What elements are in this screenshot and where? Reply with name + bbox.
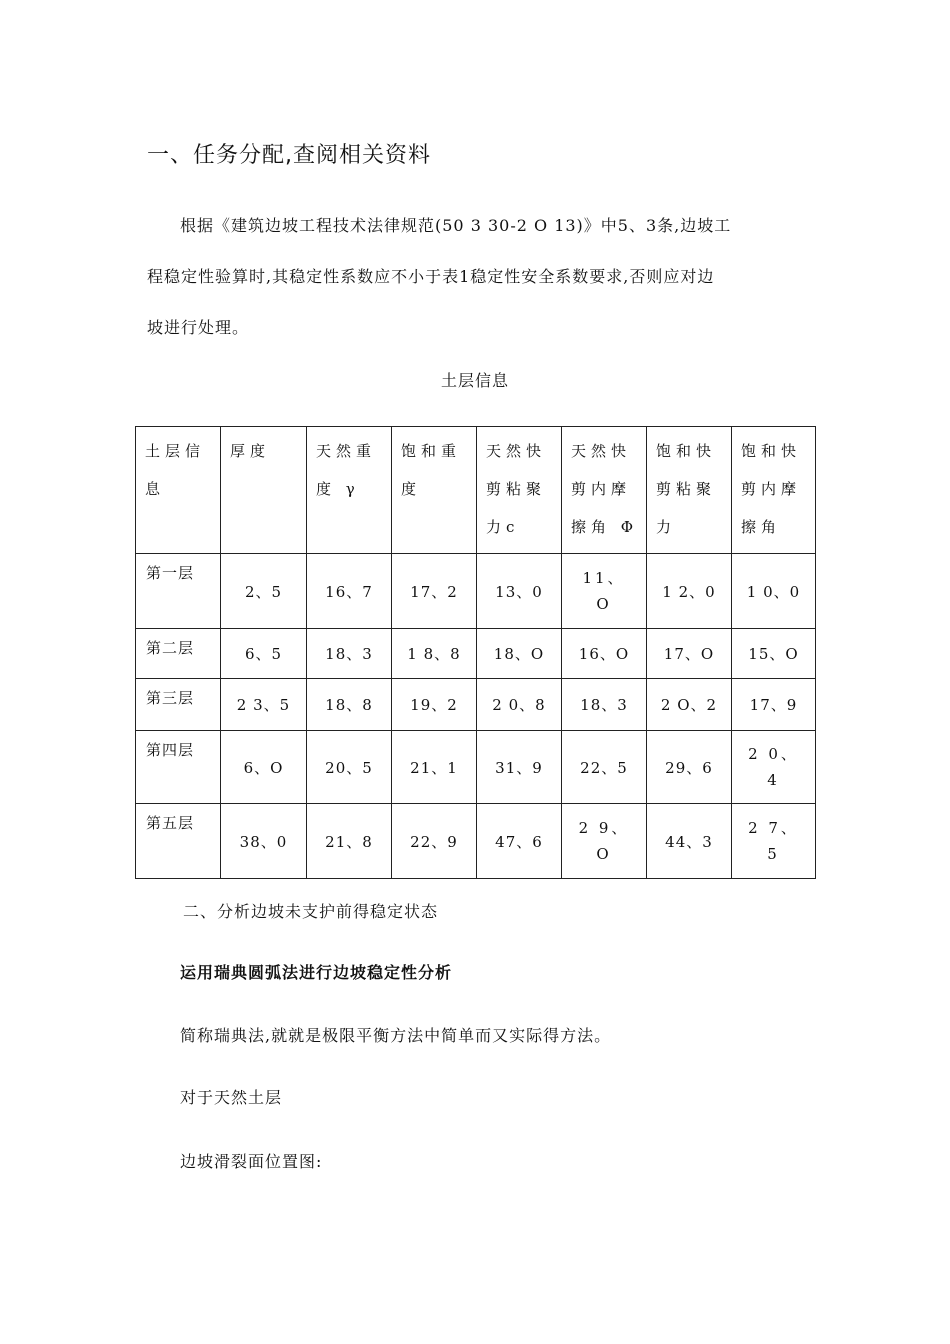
table-cell: 2 O、2 xyxy=(647,679,732,731)
header-cell: 土层信息 xyxy=(136,427,221,554)
table-cell: 1 0、0 xyxy=(732,554,816,629)
table-cell: 1 8、8 xyxy=(392,629,477,679)
soil-layer-table xyxy=(135,426,816,879)
table-cell: 21、1 xyxy=(392,731,477,804)
row-label: 第一层 xyxy=(136,554,221,629)
table-cell: 2 0、8 xyxy=(477,679,562,731)
method-description: 简称瑞典法,就就是极限平衡方法中简单而又实际得方法。 xyxy=(180,1026,612,1045)
table-cell: 11、O xyxy=(562,554,647,629)
table-row xyxy=(136,804,816,879)
table-cell: 2 0、4 xyxy=(732,731,816,804)
paragraph-line-1: 根据《建筑边坡工程技术法律规范(50 3 30-2 O 13)》中5、3条,边坡工 xyxy=(180,216,732,235)
table-row xyxy=(136,629,816,679)
table-title: 土层信息 xyxy=(440,371,509,390)
table-cell: 38、0 xyxy=(221,804,307,879)
table-cell: 20、5 xyxy=(307,731,392,804)
table-cell: 17、9 xyxy=(732,679,816,731)
table-cell: 15、O xyxy=(732,629,816,679)
intro-paragraph xyxy=(147,200,817,353)
table-cell: 17、2 xyxy=(392,554,477,629)
table-row xyxy=(136,679,816,731)
row-label: 第四层 xyxy=(136,731,221,804)
table-cell: 16、O xyxy=(562,629,647,679)
row-label: 第三层 xyxy=(136,679,221,731)
table-cell: 31、9 xyxy=(477,731,562,804)
header-cell: 厚度 xyxy=(221,427,307,554)
header-cell: 饱和快剪粘聚力 xyxy=(647,427,732,554)
row-label: 第二层 xyxy=(136,629,221,679)
table-cell: 18、3 xyxy=(562,679,647,731)
slip-surface-caption: 边坡滑裂面位置图: xyxy=(180,1152,323,1171)
row-label: 第五层 xyxy=(136,804,221,879)
table-cell: 17、O xyxy=(647,629,732,679)
table-header-row xyxy=(136,427,816,554)
natural-layer-label: 对于天然土层 xyxy=(180,1088,283,1107)
header-cell: 饱和重度 xyxy=(392,427,477,554)
table-cell: 13、0 xyxy=(477,554,562,629)
section-2-heading: 二、分析边坡未支护前得稳定状态 xyxy=(183,902,439,921)
table-cell: 1 2、0 xyxy=(647,554,732,629)
table-cell: 16、7 xyxy=(307,554,392,629)
table-cell: 18、O xyxy=(477,629,562,679)
table-cell: 2、5 xyxy=(221,554,307,629)
method-title: 运用瑞典圆弧法进行边坡稳定性分析 xyxy=(180,963,453,982)
table-cell: 29、6 xyxy=(647,731,732,804)
table-cell: 2 7、5 xyxy=(732,804,816,879)
table-cell: 44、3 xyxy=(647,804,732,879)
table-cell: 6、O xyxy=(221,731,307,804)
paragraph-line-2: 程稳定性验算时,其稳定性系数应不小于表1稳定性安全系数要求,否则应对边 xyxy=(147,267,715,286)
table-cell: 19、2 xyxy=(392,679,477,731)
table-row xyxy=(136,731,816,804)
header-cell: 天然快剪内摩擦角 Φ xyxy=(562,427,647,554)
table-row xyxy=(136,554,816,629)
table-cell: 18、8 xyxy=(307,679,392,731)
section-heading: 一、任务分配,查阅相关资料 xyxy=(147,143,431,168)
table-cell: 18、3 xyxy=(307,629,392,679)
table-cell: 47、6 xyxy=(477,804,562,879)
header-cell: 天然快剪粘聚力c xyxy=(477,427,562,554)
table-cell: 21、8 xyxy=(307,804,392,879)
header-cell: 天然重度 γ xyxy=(307,427,392,554)
table-cell: 6、5 xyxy=(221,629,307,679)
header-cell: 饱和快剪内摩擦角 xyxy=(732,427,816,554)
table-cell: 22、9 xyxy=(392,804,477,879)
table-cell: 2 9、O xyxy=(562,804,647,879)
table-cell: 2 3、5 xyxy=(221,679,307,731)
paragraph-line-3: 坡进行处理。 xyxy=(147,318,250,337)
table-cell: 22、5 xyxy=(562,731,647,804)
